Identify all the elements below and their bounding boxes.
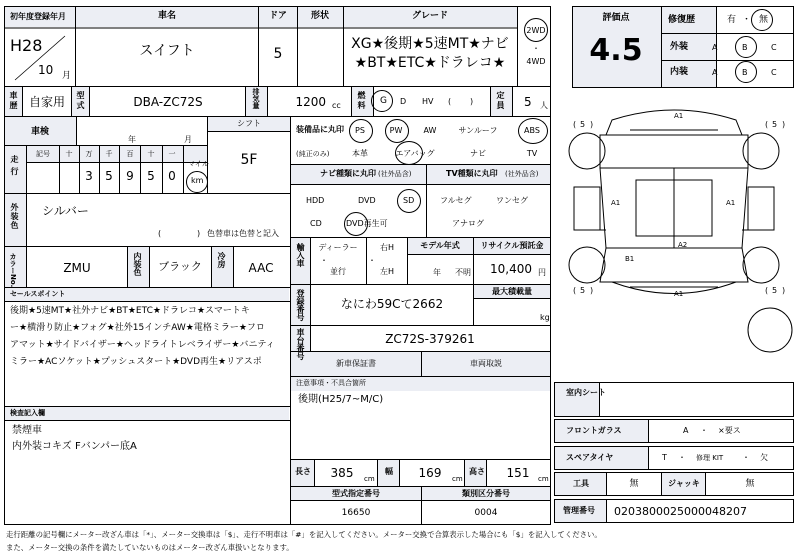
car-body-diagram xyxy=(569,110,792,352)
equip-ps-circle xyxy=(349,119,373,143)
ac-label: 冷房 xyxy=(217,252,226,268)
chassis-number-value: ZC72S-379261 xyxy=(385,332,475,346)
exterior-b-circle xyxy=(735,36,757,58)
tools-value: 無 xyxy=(629,479,639,489)
windshield-replace: ×要ス xyxy=(718,426,741,435)
spare-tire-label: スペアタイヤ xyxy=(566,453,614,462)
displacement-value: 1200 xyxy=(295,95,326,109)
ac-value: AAC xyxy=(248,261,274,275)
equip-nav: ナビ xyxy=(470,149,486,158)
inspection-label: 車検 xyxy=(30,127,50,137)
nav-sd-circle xyxy=(397,189,421,213)
shape-label: 形状 xyxy=(310,11,330,21)
notes-value: 後期(H25/7~M/C) xyxy=(298,394,384,405)
door-count-value: 5 xyxy=(273,46,283,62)
interior-color-value: ブラック xyxy=(158,260,202,273)
kg-unit: kg xyxy=(540,313,550,322)
equip-pw: PW xyxy=(389,126,403,135)
tv-type-label: TV種類に丸印 xyxy=(446,169,498,178)
left-hand-option: 左H xyxy=(379,267,395,276)
fuel-g: G xyxy=(380,96,387,106)
exterior-label: 外装 xyxy=(670,42,689,52)
spare-sep-2: ・ xyxy=(742,453,750,462)
tv-oneseg: ワンセグ xyxy=(496,196,528,205)
tools-label: 工具 xyxy=(573,479,589,488)
cc-unit: cc xyxy=(332,101,341,110)
equip-abs: ABS xyxy=(524,126,540,135)
equip-tv: TV xyxy=(526,149,538,158)
equip-leather: 本革 xyxy=(352,149,368,158)
equip-ps: PS xyxy=(355,126,365,135)
color-paren-close: ) xyxy=(197,229,201,238)
registration-number-value: なにわ59Cて2662 xyxy=(340,297,444,311)
sales-point-line-1: 後期★5速MT★社外ナビ★BT★ETC★ドラレコ★スマートキ xyxy=(10,306,250,316)
color-paren-open: ( xyxy=(158,229,162,238)
yen-unit: 円 xyxy=(538,268,546,277)
type-designation-label: 型式指定番号 xyxy=(332,489,380,498)
model-year-label: モデル年式 xyxy=(420,241,460,250)
equip-pw-circle xyxy=(385,119,409,143)
mileage-col-1: 十 xyxy=(65,150,73,158)
exterior-b: B xyxy=(742,43,748,52)
sales-point-line-3: アマット★サイドバイザー★ヘッドライトレベライザー★バニティ xyxy=(10,340,275,350)
inspector-line-2: 内外装コキズ Fバンパー底A xyxy=(12,441,137,452)
mileage-col-5: 十 xyxy=(147,150,155,158)
nav-dvd-playback-circle xyxy=(344,212,368,236)
tire-label-fl: 5 xyxy=(580,120,586,129)
capacity-value: 5 xyxy=(524,95,532,109)
km-circle xyxy=(186,171,208,193)
damage-label-b1: B1 xyxy=(625,255,635,263)
fuel-paren-close: ) xyxy=(470,97,474,106)
mileage-col-6: 一 xyxy=(168,150,176,158)
drive-sep: ・ xyxy=(532,44,540,53)
windshield-sep: ・ xyxy=(700,426,708,435)
class-number-value: 0004 xyxy=(474,508,498,518)
recycle-label: リサイクル預託金 xyxy=(480,241,544,250)
height-unit: cm xyxy=(538,475,549,483)
registration-number-label: 登録番号 xyxy=(296,289,305,321)
spare-none: 欠 xyxy=(760,453,768,462)
height-value: 151 xyxy=(506,466,530,480)
import-car-label: 輸入車 xyxy=(296,243,305,267)
equip-abs-circle xyxy=(518,118,548,144)
equipment-sublabel: (純正のみ) xyxy=(296,150,330,158)
color-change-note: 色替車は色替と記入 xyxy=(207,229,279,238)
drive-2wd: 2WD xyxy=(526,26,546,35)
jack-label: ジャッキ xyxy=(668,479,700,488)
interior-b: B xyxy=(742,68,748,77)
fuel-g-circle xyxy=(371,90,393,112)
model-year-unit: 年 xyxy=(433,268,441,277)
footer-note-1: 走行距離の記号欄にメーター改ざん車は「*」、メーター交換車は「$」、走行不明車は「#」を記入してください。メーター交換で合算表示した場合にも「$」を記入してください。 xyxy=(6,530,602,539)
sales-point-line-2: ー★横滑り防止★フォグ★社外15インチAW★電格ミラー★フロ xyxy=(10,323,265,333)
nav-dvd: DVD xyxy=(358,196,376,205)
nav-cd: CD xyxy=(310,219,322,228)
mileage-digit-2: 5 xyxy=(105,169,113,183)
width-unit: cm xyxy=(452,475,463,483)
notes-label: 注意事項・不具合箇所 xyxy=(296,379,366,387)
jack-value: 無 xyxy=(745,479,755,489)
footer-note-2: また、メーター交換の条件を満たしていないものはメーター改ざん車扱いとなります。 xyxy=(6,543,294,552)
inspection-year: 年 xyxy=(128,135,136,144)
length-value: 385 xyxy=(330,466,354,480)
management-number-label: 管理番号 xyxy=(563,506,595,515)
color-label: 外装色 xyxy=(10,203,19,230)
length-unit: cm xyxy=(364,475,375,483)
windshield-label: フロントガラス xyxy=(566,426,622,435)
grade-label: グレード xyxy=(411,11,449,21)
mile-label: マイル xyxy=(188,160,209,168)
damage-label-bottom: A1 xyxy=(674,290,684,298)
model-value: DBA-ZC72S xyxy=(133,95,203,109)
exterior-a: A xyxy=(712,43,718,52)
dealer-option: ディーラー xyxy=(318,243,358,252)
interior-b-circle xyxy=(735,61,757,83)
damage-label-left: A1 xyxy=(611,199,621,207)
equip-aw: AW xyxy=(423,126,437,135)
sales-point-line-4: ミラー★ACソケット★プッシュスタート★DVD再生★リアスポ xyxy=(10,357,262,367)
damage-label-top: A1 xyxy=(674,112,684,120)
equip-airbag-circle xyxy=(395,141,423,165)
model-label: 型式 xyxy=(76,91,85,111)
width-value: 169 xyxy=(418,466,442,480)
tv-type-sublabel: (社外品含) xyxy=(505,170,539,178)
mileage-col-3: 千 xyxy=(105,150,113,158)
tv-analog: アナログ xyxy=(452,219,484,228)
inspector-line-1: 禁煙車 xyxy=(12,425,42,436)
auction-inspection-sheet: 初年度登録年月 車名 ドア 形状 グレード H28 10 月 スイフト 5 XG★後期★5速MT★ナビ ★BT★ETC★ドラレコ★ 2WD ・ 4WD 評価点 4.5 修復歴 有 ・ 無 外装 A B C 内装 A B C 車歴 自家用 型式 DBA-ZC72S 排気量 1200 cc 燃料 G D HV ( ) 定員 5 人 車検 年 月 シフト 5F 走行 記号 十 万 千 百 十 一 3 5 9 5 0 マイル km 外装色 シルバー ( ) 色替車は色替と記入 カラーNo. ZMU 内装色 ブラック 冷房 AAC セールスポイント 後期★5速MT★社外ナビ★BT★ETC★ドラレコ★スマートキ ー★横滑り防止★フォグ★社外15インチAW★電格ミラー★フロ アマット★サイドバイザー★ヘッドライトレベライザー★バニティ ミラー★ACソケット★プッシュスタート★DVD再生★リアスポ 検査記入欄 禁煙車 内外装コキズ Fバンパー底A 装備品に丸印 (純正のみ) PS PW AW サンルーフ ABS 本革 エアバッグ ナビ TV ナビ種類に丸印 (社外品含) TV種類に丸印 (社外品含) HDD DVD SD CD DVD再生可 フルセグ ワンセグ アナログ 輸入車 ディーラー ・ 並行 右H ・ 左H モデル年式 年 不明 リサイクル預託金 10,400 円 登録番号 なにわ59Cて2662 最大積載量 kg 車台番号 ZC72S-379261 新車保証書 車両取説 注意事項・不具合箇所 後期(H25/7~M/C) 長さ 385 cm 幅 169 cm 高さ 151 cm 型式指定番号 16650 類別区分番号 0004 A1 A1 A1 A1 A2 B1 ( 5 ) ( 5 ) ( 5 ) ( 5 ) 室内シート フロントガラス A ・ ×要ス スペアタイヤ T ・ 修理 KIT ・ 欠 工具 無 ジャッキ 無 管理番号 0203800025000048207 走行距離の記号欄にメーター改ざん車は「*」、メーター交換車は「$」、走行不明車は「#」を記入してください。メーター交換で合算表示した場合にも「$」を記入してください。 また、メーター交換の条件を満たしていないものはメーター改ざん車扱いとなります。 xyxy=(0,0,800,557)
first-registration-era: H28 xyxy=(10,36,43,55)
month-unit: 月 xyxy=(62,71,72,81)
width-label: 幅 xyxy=(385,467,393,476)
first-registration-label: 初年度登録年月 xyxy=(10,12,66,21)
management-number-value: 0203800025000048207 xyxy=(614,505,747,518)
nav-dvd-playback: DVD再生可 xyxy=(346,219,388,228)
shift-label: シフト xyxy=(237,119,261,128)
owners-manual-label: 車両取説 xyxy=(470,359,502,368)
interior-c: C xyxy=(771,68,777,77)
damage-label-a2: A2 xyxy=(678,241,688,249)
new-car-warranty-label: 新車保証書 xyxy=(336,359,376,368)
door-label: ドア xyxy=(269,11,287,21)
displacement-label: 排気量 xyxy=(252,88,260,109)
equip-sunroof: サンルーフ xyxy=(458,126,498,135)
shift-value: 5F xyxy=(240,152,258,168)
chassis-number-label: 車台番号 xyxy=(296,328,305,360)
mileage-col-4: 百 xyxy=(126,150,134,158)
damage-label-right: A1 xyxy=(726,199,736,207)
nav-type-label: ナビ種類に丸印 xyxy=(320,169,376,178)
km-label: km xyxy=(191,176,204,185)
repair-no: 無 xyxy=(759,15,769,25)
tv-fullseg: フルセグ xyxy=(440,196,472,205)
capacity-label: 定員 xyxy=(496,91,505,111)
spare-repair-kit: 修理 KIT xyxy=(696,454,724,462)
interior-seat-label: 室内シート xyxy=(566,388,606,397)
mileage-digit-1: 3 xyxy=(85,169,93,183)
height-label: 高さ xyxy=(469,467,485,476)
fuel-paren-open: ( xyxy=(448,97,452,106)
repair-history-label: 修復歴 xyxy=(668,15,696,25)
mileage-digit-5: 0 xyxy=(168,169,176,183)
inspector-label: 検査記入欄 xyxy=(10,409,45,417)
parallel-option: 並行 xyxy=(330,267,346,276)
nav-hdd: HDD xyxy=(306,196,325,205)
type-designation-value: 16650 xyxy=(341,508,371,518)
tire-label-rl: 5 xyxy=(580,286,586,295)
mileage-digit-3: 9 xyxy=(126,169,134,183)
rating-value: 4.5 xyxy=(589,33,643,68)
repair-yes: 有 xyxy=(727,15,737,25)
right-hand-option: 右H xyxy=(379,243,395,252)
drive-4wd: 4WD xyxy=(526,57,546,66)
interior-color-label: 内装色 xyxy=(133,252,142,276)
grade-line-2: ★BT★ETC★ドラレコ★ xyxy=(354,55,506,71)
car-name-label: 車名 xyxy=(157,11,177,21)
mileage-symbol-header: 記号 xyxy=(36,150,50,158)
car-name-value: スイフト xyxy=(139,43,195,59)
sales-point-label: セールスポイント xyxy=(10,290,66,298)
grade-line-1: XG★後期★5速MT★ナビ xyxy=(351,36,509,52)
interior-label: 内装 xyxy=(670,67,689,77)
equip-airbag: エアバッグ xyxy=(395,149,435,158)
color-no-value: ZMU xyxy=(63,261,91,275)
nav-type-sublabel: (社外品含) xyxy=(378,170,412,178)
first-registration-month: 10 xyxy=(38,63,54,77)
class-number-label: 類別区分番号 xyxy=(462,489,510,498)
tire-label-fr: 5 xyxy=(772,120,778,129)
person-unit: 人 xyxy=(540,101,548,110)
rating-label: 評価点 xyxy=(602,13,630,23)
nav-sd: SD xyxy=(403,196,415,205)
spare-sep-1: ・ xyxy=(678,453,686,462)
interior-a: A xyxy=(712,68,718,77)
windshield-a: A xyxy=(683,426,689,435)
length-label: 長さ xyxy=(295,467,311,476)
recycle-value: 10,400 xyxy=(490,262,532,276)
body-type-value: 自家用 xyxy=(28,95,66,109)
spare-t: T xyxy=(662,453,667,462)
mileage-col-2: 万 xyxy=(85,150,93,158)
fuel-label: 燃料 xyxy=(357,91,366,111)
color-no-label: カラーNo. xyxy=(9,253,17,288)
color-value: シルバー xyxy=(42,204,89,218)
fuel-hv: HV xyxy=(422,97,434,106)
model-year-unknown: 不明 xyxy=(455,268,471,277)
repair-no-circle xyxy=(751,9,773,31)
max-load-label: 最大積載量 xyxy=(492,287,532,296)
body-type-label: 車歴 xyxy=(9,91,18,111)
mileage-label: 走行 xyxy=(10,155,19,179)
mileage-digit-4: 5 xyxy=(147,169,155,183)
fuel-d: D xyxy=(400,97,407,106)
exterior-c: C xyxy=(771,43,777,52)
equipment-label: 装備品に丸印 xyxy=(296,125,344,134)
drive-2wd-circle xyxy=(524,18,548,42)
tire-label-rr: 5 xyxy=(772,286,778,295)
